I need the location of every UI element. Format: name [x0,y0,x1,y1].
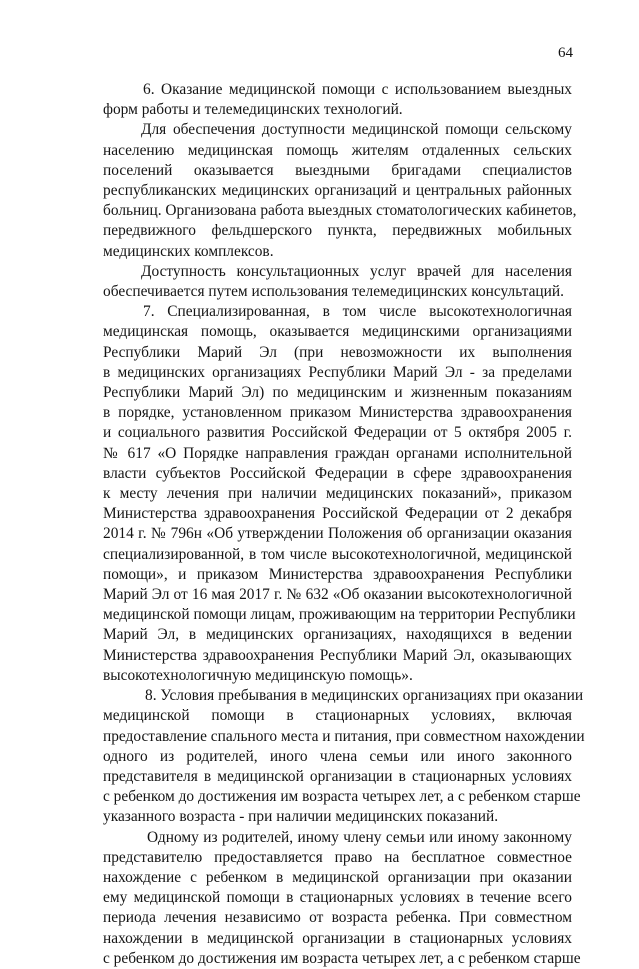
text-line: медицинских комплексов. [103,242,274,260]
text-line: поселений оказывается выездными бригадами специалистов [103,161,572,179]
text-line: Министерства здравоохранения Республики Марий Эл, оказывающих [103,646,572,664]
text-line: предоставление спального места и питания, при совместном нахождении [103,727,585,745]
text-line: в медицинских организациях Республики Марий Эл - за пределами [103,363,572,381]
text-line: представителя в медицинской организации в стационарных условиях [103,767,572,785]
text-line: Республики Марий Эл) по медицинским и жизненным показаниям [103,384,572,402]
text-line: власти субъектов Российской Федерации в сфере здравоохранения [103,464,572,482]
paragraph [103,828,581,969]
text-line: передвижного фельдшерского пункта, передвижных мобильных [103,222,572,240]
text-line: больниц. Организована работа выездных стоматологических кабинетов, [103,202,577,220]
text-line: в порядке, установленном приказом Министерства здравоохранения [103,404,572,422]
text-line: и социального развития Российской Федерации от 5 октября 2005 г. [103,424,572,442]
text-line: Республики Марий Эл (при невозможности их выполнения [103,343,572,361]
text-line: Марий Эл от 16 мая 2017 г. № 632 «Об оказании высокотехнологичной [103,586,572,604]
text-line: республиканских медицинских организаций и центральных районных [103,182,572,200]
text-line: с ребенком до достижения им возраста четырех лет, а с ребенком старше [103,949,581,967]
text-line: нахождении в медицинской организации в стационарных условиях [103,929,572,947]
text-line: 8. Условия пребывания в медицинских организациях при оказании [145,687,584,705]
text-line: Одному из родителей, иному члену семьи или иному законному [147,828,572,846]
text-line: Марий Эл, в медицинских организациях, находящихся в ведении [103,626,572,644]
text-line: Доступность консультационных услуг врачей для населения [141,262,572,280]
text-line: периода лечения независимо от возраста ребенка. При совместном [103,909,572,927]
text-line: медицинской помощи в стационарных условиях, включая [103,707,572,725]
page-number: 64 [558,45,573,61]
text-line: населению медицинская помощь жителям отдаленных сельских [103,141,572,159]
paragraph [103,80,572,120]
text-line: медицинская помощь, оказывается медицинскими организациями [103,323,572,341]
document-body [103,80,585,969]
paragraph [103,686,585,827]
text-line: специализированной, в том числе высокотехнологичной, медицинской [103,545,572,563]
text-line: Министерства здравоохранения Российской Федерации от 2 декабря [103,505,572,523]
text-line: представителю предоставляется право на бесплатное совместное [103,848,572,866]
text-line: 6. Оказание медицинской помощи с использованием выездных [143,81,572,98]
text-line: нахождение с ребенком в медицинской организации при оказании [103,868,572,886]
text-line: одного из родителей, иного члена семьи или иного законного [103,747,572,765]
text-line: 2014 г. № 796н «Об утверждении Положения об организации оказания [103,525,572,543]
text-line: Для обеспечения доступности медицинской помощи сельскому [141,121,572,139]
text-line: 7. Специализированная, в том числе высокотехнологичная [143,303,572,321]
text-line: форм работы и телемедицинских технологий. [103,101,403,119]
text-line: медицинской помощи лицам, проживающим на территории Республики [103,606,576,624]
text-line: ему медицинской помощи в стационарных условиях в течение всего [103,889,572,907]
text-line: высокотехнологичную медицинскую помощь». [103,666,413,684]
text-line: к месту лечения при наличии медицинских показаний», приказом [103,485,572,503]
paragraph [103,120,577,261]
text-line: № 617 «О Порядке направления граждан органами исполнительной [103,444,572,462]
text-line: обеспечивается путем использования телемедицинских консультаций. [103,283,564,301]
text-line: с ребенком до достижения им возраста четырех лет, а с ребенком старше [103,788,581,806]
paragraph [103,262,572,302]
text-line: указанного возраста - при наличии медицинских показаний. [103,808,499,826]
text-line: помощи», и приказом Министерства здравоохранения Республики [103,565,572,583]
paragraph [103,302,576,686]
